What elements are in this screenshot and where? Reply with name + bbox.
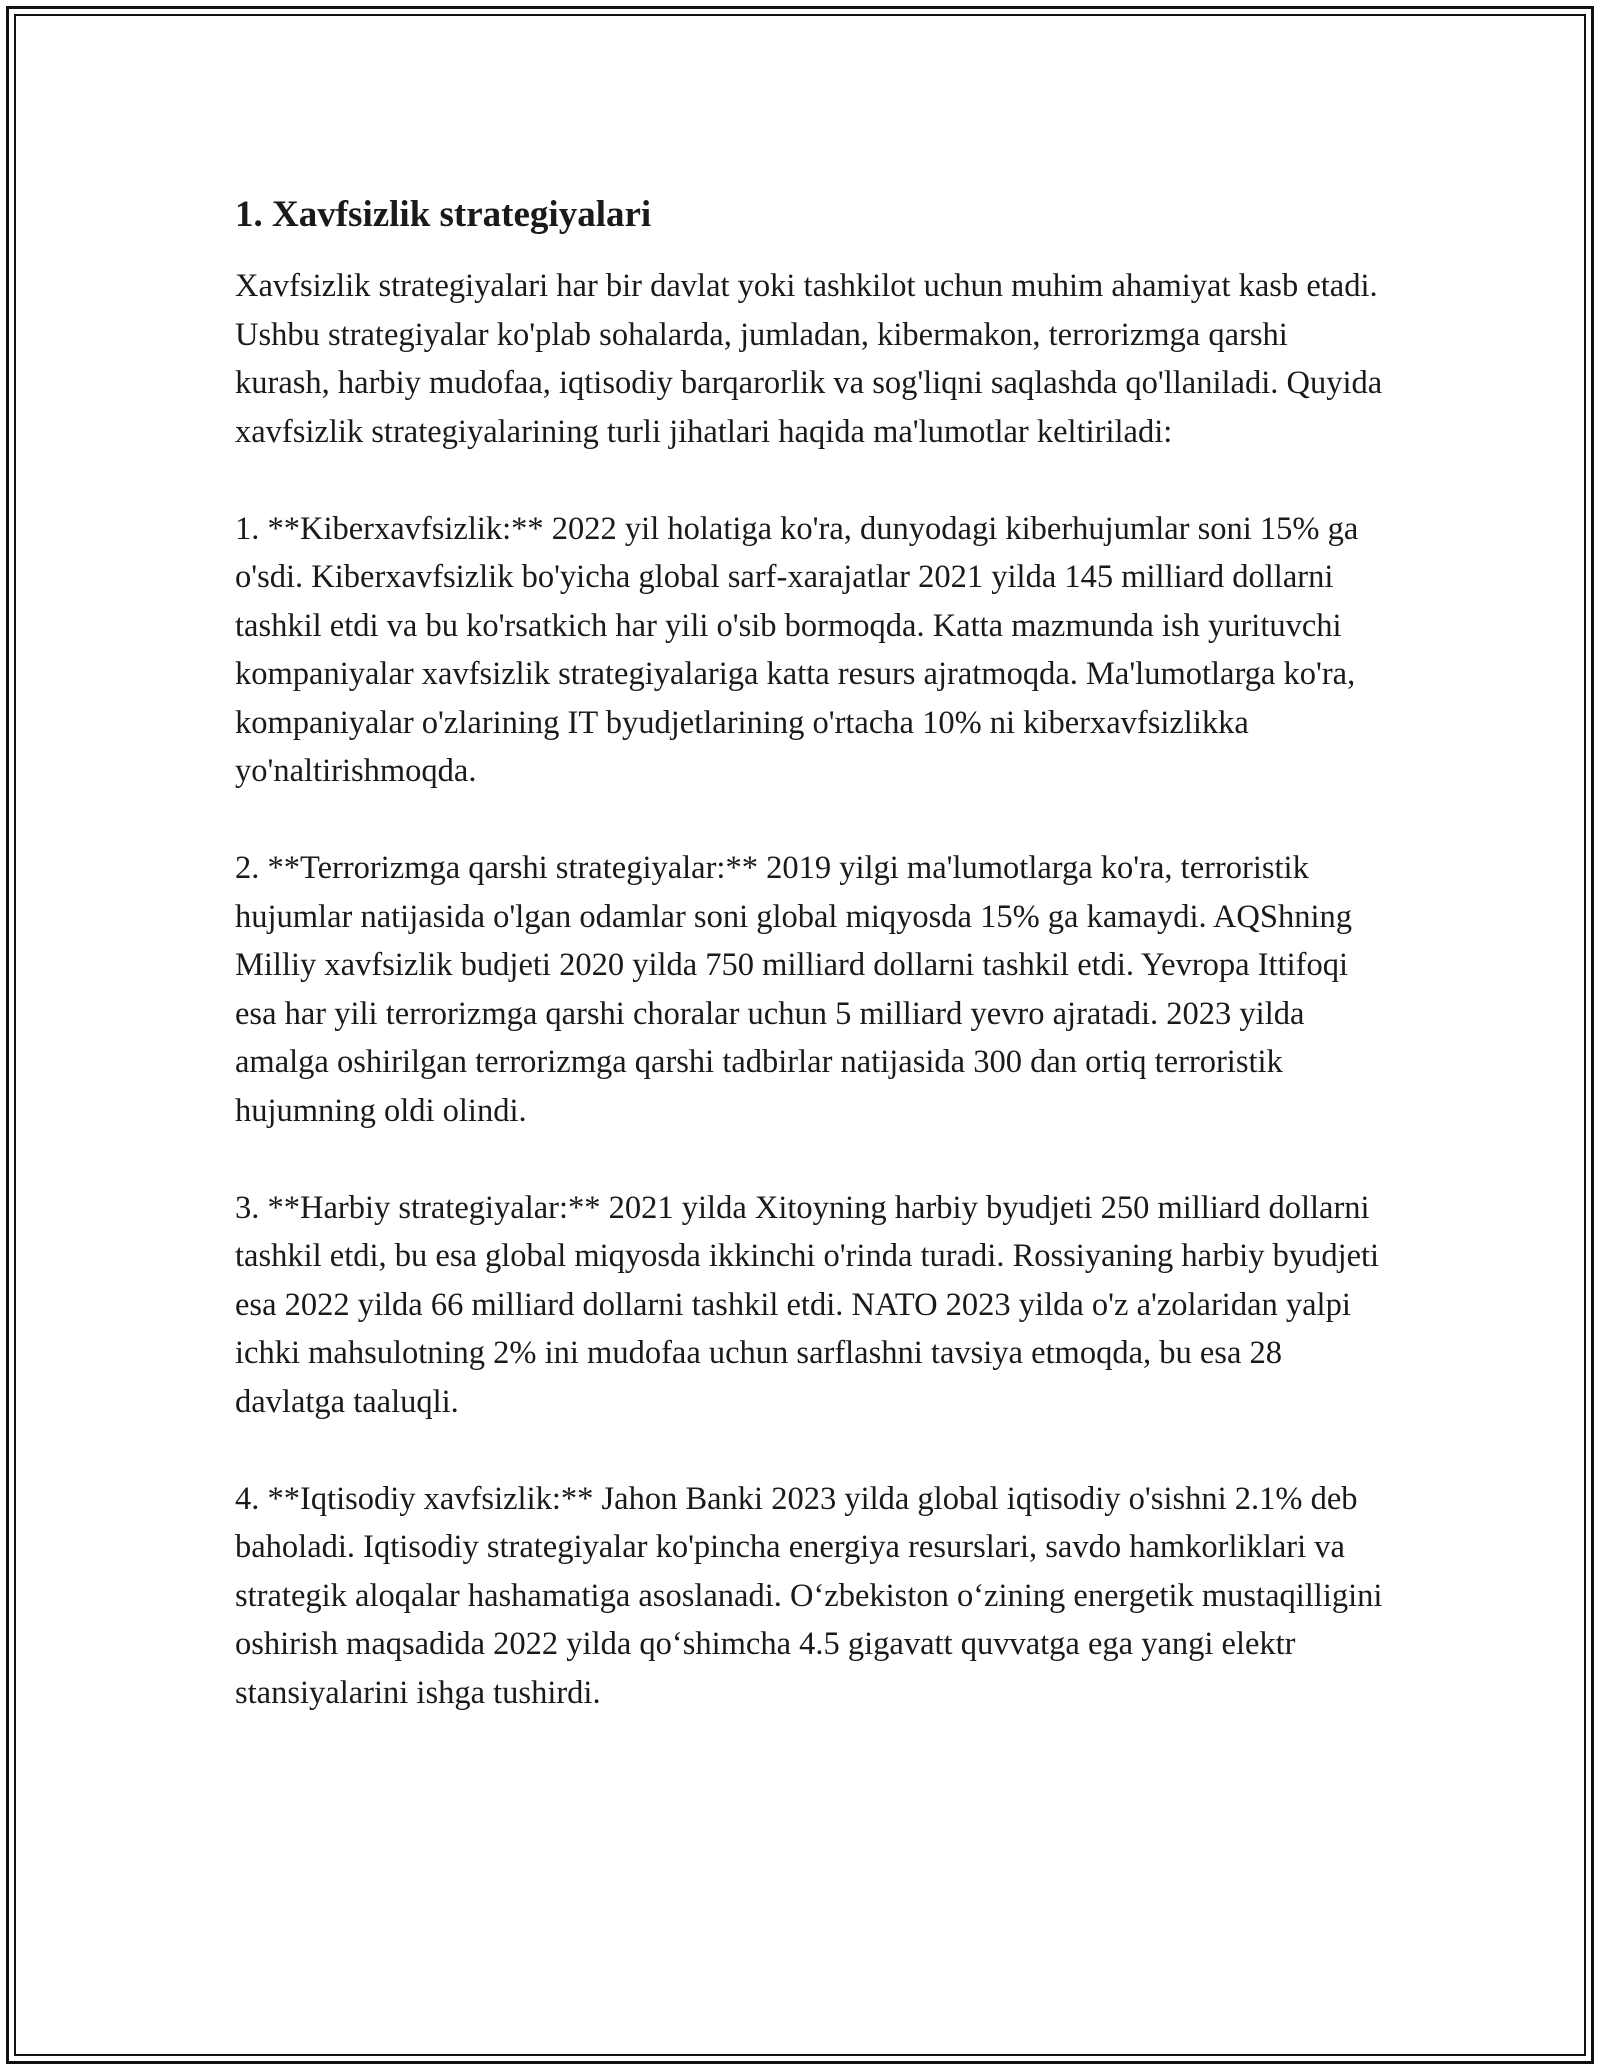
cybersecurity-paragraph: 1. **Kiberxavfsizlik:** 2022 yil holatiga ko'ra, dunyodagi kiberhujumlar soni 15% ga o'sdi. Kiberxavfsizlik bo'yicha global sarf-xarajatlar 2021 yilda 145 milliard dollarni tashkil etdi va bu ko'rsatkich har yili o'sib bormoqda. Katta mazmunda ish yurituvchi kompaniyalar xavfsizlik strategiyalariga katta resurs ajratmoqda. Ma'lumotlarga ko'ra, kompaniyalar o'zlarining IT byudjetlarining o'rtacha 10% ni kiberxavfsizlikka yo'naltirishmoqda. bbox=[235, 510, 1359, 789]
counterterrorism-paragraph: 2. **Terrorizmga qarshi strategiyalar:** 2019 yilgi ma'lumotlarga ko'ra, terroristik hujumlar natijasida o'lgan odamlar soni global miqyosda 15% ga kamaydi. AQShning Milliy xavfsizlik budjeti 2020 yilda 750 milliard dollarni tashkil etdi. Yevropa Ittifoqi esa har yili terrorizmga qarshi choralar uchun 5 milliard yevro ajratadi. 2023 yilda amalga oshirilgan terrorizmga qarshi tadbirlar natijasida 300 dan ortiq terroristik hujumning oldi olindi. bbox=[235, 850, 1352, 1129]
intro-paragraph: Xavfsizlik strategiyalari har bir davlat yoki tashkilot uchun muhim ahamiyat kasb etadi. Ushbu strategiyalar ko'plab sohalarda, jumladan, kibermakon, terrorizmga qarshi kurash, harbiy mudofaa, iqtisodiy barqarorlik va sog'liqni saqlashda qo'llaniladi. Quyida xavfsizlik strategiyalarining turli jihatlari haqida ma'lumotlar keltiriladi: bbox=[235, 268, 1383, 450]
document-page bbox=[235, 190, 1385, 1766]
economic-paragraph: 4. **Iqtisodiy xavfsizlik:** Jahon Banki 2023 yilda global iqtisodiy o'sishni 2.1% deb baholadi. Iqtisodiy strategiyalar ko'pincha energiya resurslari, savdo hamkorliklari va strategik aloqalar hashamatiga asoslanadi. O‘zbekiston o‘zining energetik mustaqilligini oshirish maqsadida 2022 yilda qo‘shimcha 4.5 gigavatt quvvatga ega yangi elektr stansiyalarini ishga tushirdi. bbox=[235, 1480, 1383, 1711]
military-paragraph: 3. **Harbiy strategiyalar:** 2021 yilda Xitoyning harbiy byudjeti 250 milliard dollarni tashkil etdi, bu esa global miqyosda ikkinchi o'rinda turadi. Rossiyaning harbiy byudjeti esa 2022 yilda 66 milliard dollarni tashkil etdi. NATO 2023 yilda o'z a'zolaridan yalpi ichki mahsulotning 2% ini mudofaa uchun sarflashni tavsiya etmoqda, bu esa 28 davlatga taaluqli. bbox=[235, 1189, 1380, 1420]
section-title: 1. Xavfsizlik strategiyalari bbox=[235, 194, 652, 235]
